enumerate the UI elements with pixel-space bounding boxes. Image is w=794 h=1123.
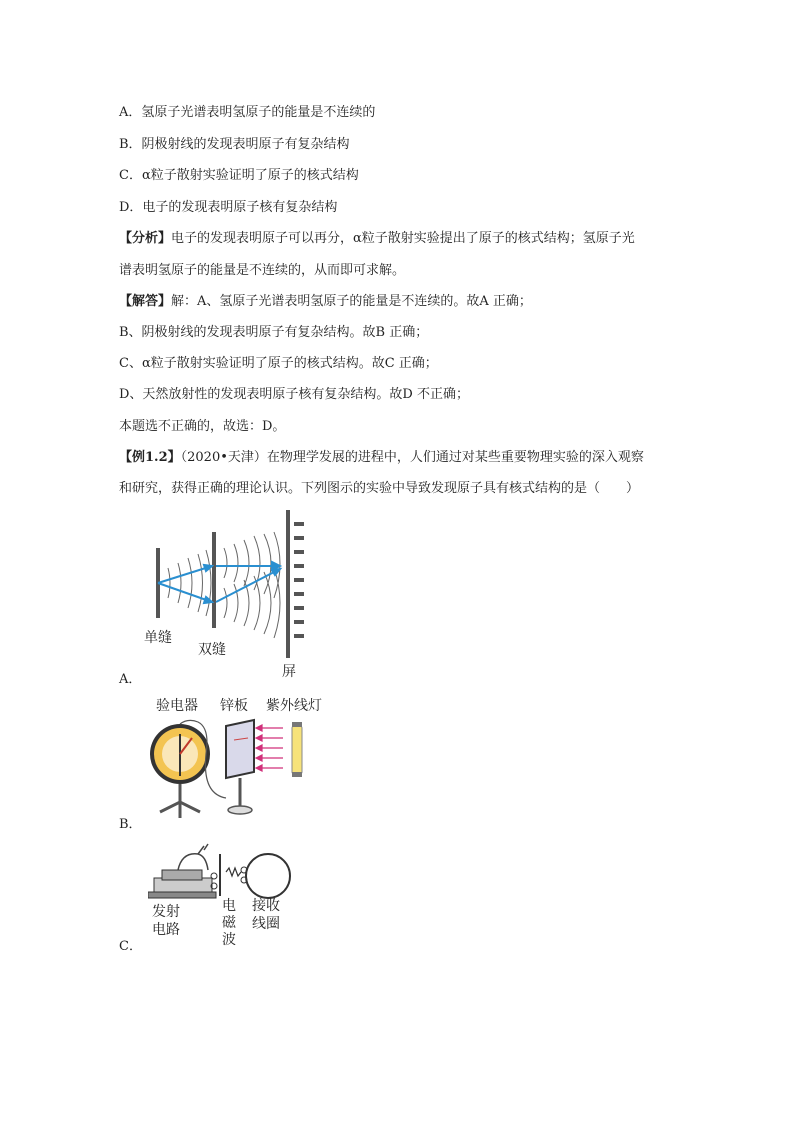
beams xyxy=(158,562,280,603)
analysis-line-1 xyxy=(119,231,635,247)
label-receiver-2: 线圈 xyxy=(252,916,280,932)
fringes xyxy=(294,522,304,638)
uv-lamp xyxy=(292,722,302,777)
label-transmitter-2: 电路 xyxy=(152,922,180,938)
label-receiver-1: 接收 xyxy=(252,898,280,914)
option-d: D．电子的发现表明原子核有复杂结构 xyxy=(119,200,338,215)
figure-b-label: B． xyxy=(119,817,142,832)
option-b: B．阴极射线的发现表明原子有复杂结构 xyxy=(119,137,350,152)
example-text-1: （2020•天津）在物理学发展的进程中，人们通过对某些重要物理实验的深入观察 xyxy=(180,450,644,465)
answer-line-4: D、天然放射性的发现表明原子核有复杂结构。故D 不正确； xyxy=(119,387,469,402)
label-double-slit: 双缝 xyxy=(198,642,226,658)
figure-a-double-slit xyxy=(138,508,318,680)
label-electroscope: 验电器 xyxy=(156,698,198,714)
receiver-loop xyxy=(241,854,290,898)
label-single-slit: 单缝 xyxy=(144,630,172,646)
answer-text-1: 解：A、氢原子光谱表明氢原子的能量是不连续的。故A 正确； xyxy=(171,294,532,309)
example-tag: 【例1.2】 xyxy=(119,450,181,465)
analysis-tag: 【分析】 xyxy=(119,231,172,246)
figure-c-label: C． xyxy=(119,939,142,954)
uv-rays xyxy=(256,725,283,771)
answer-line-5: 本题选不正确的，故选：D。 xyxy=(119,419,286,434)
figure-a-label: A． xyxy=(119,672,142,687)
electroscope xyxy=(150,724,210,818)
label-wave-2: 磁 xyxy=(222,915,236,931)
zinc-plate xyxy=(226,720,254,814)
wavefronts xyxy=(168,532,280,638)
label-screen: 屏 xyxy=(282,664,296,680)
option-c: C．α粒子散射实验证明了原子的核式结构 xyxy=(119,168,359,183)
option-a: A．氢原子光谱表明氢原子的能量是不连续的 xyxy=(119,105,376,120)
analysis-text-1: 电子的发现表明原子可以再分，α粒子散射实验提出了原子的核式结构；氢原子光 xyxy=(171,231,635,246)
example-line-1 xyxy=(119,450,644,466)
wave-zigzag xyxy=(226,868,241,876)
label-wave-3: 波 xyxy=(222,932,236,948)
answer-line-2: B、阴极射线的发现表明原子有复杂结构。故B 正确； xyxy=(119,325,429,340)
label-transmitter-1: 发射 xyxy=(152,904,180,920)
example-line-2: 和研究，获得正确的理论认识。下列图示的实验中导致发现原子具有核式结构的是（ ） xyxy=(119,481,640,496)
analysis-line-2: 谱表明氢原子的能量是不连续的，从而即可求解。 xyxy=(119,263,406,278)
label-wave-1: 电 xyxy=(222,898,236,914)
label-zinc-plate: 锌板 xyxy=(220,698,248,714)
label-uv-lamp: 紫外线灯 xyxy=(266,698,322,714)
figure-b-photoelectric xyxy=(148,694,338,824)
transmitter xyxy=(148,844,216,898)
answer-line-3: C、α粒子散射实验证明了原子的核式结构。故C 正确； xyxy=(119,356,438,371)
answer-line-1 xyxy=(119,294,532,310)
figure-c-hertz-experiment xyxy=(148,840,298,952)
answer-tag: 【解答】 xyxy=(119,294,172,309)
